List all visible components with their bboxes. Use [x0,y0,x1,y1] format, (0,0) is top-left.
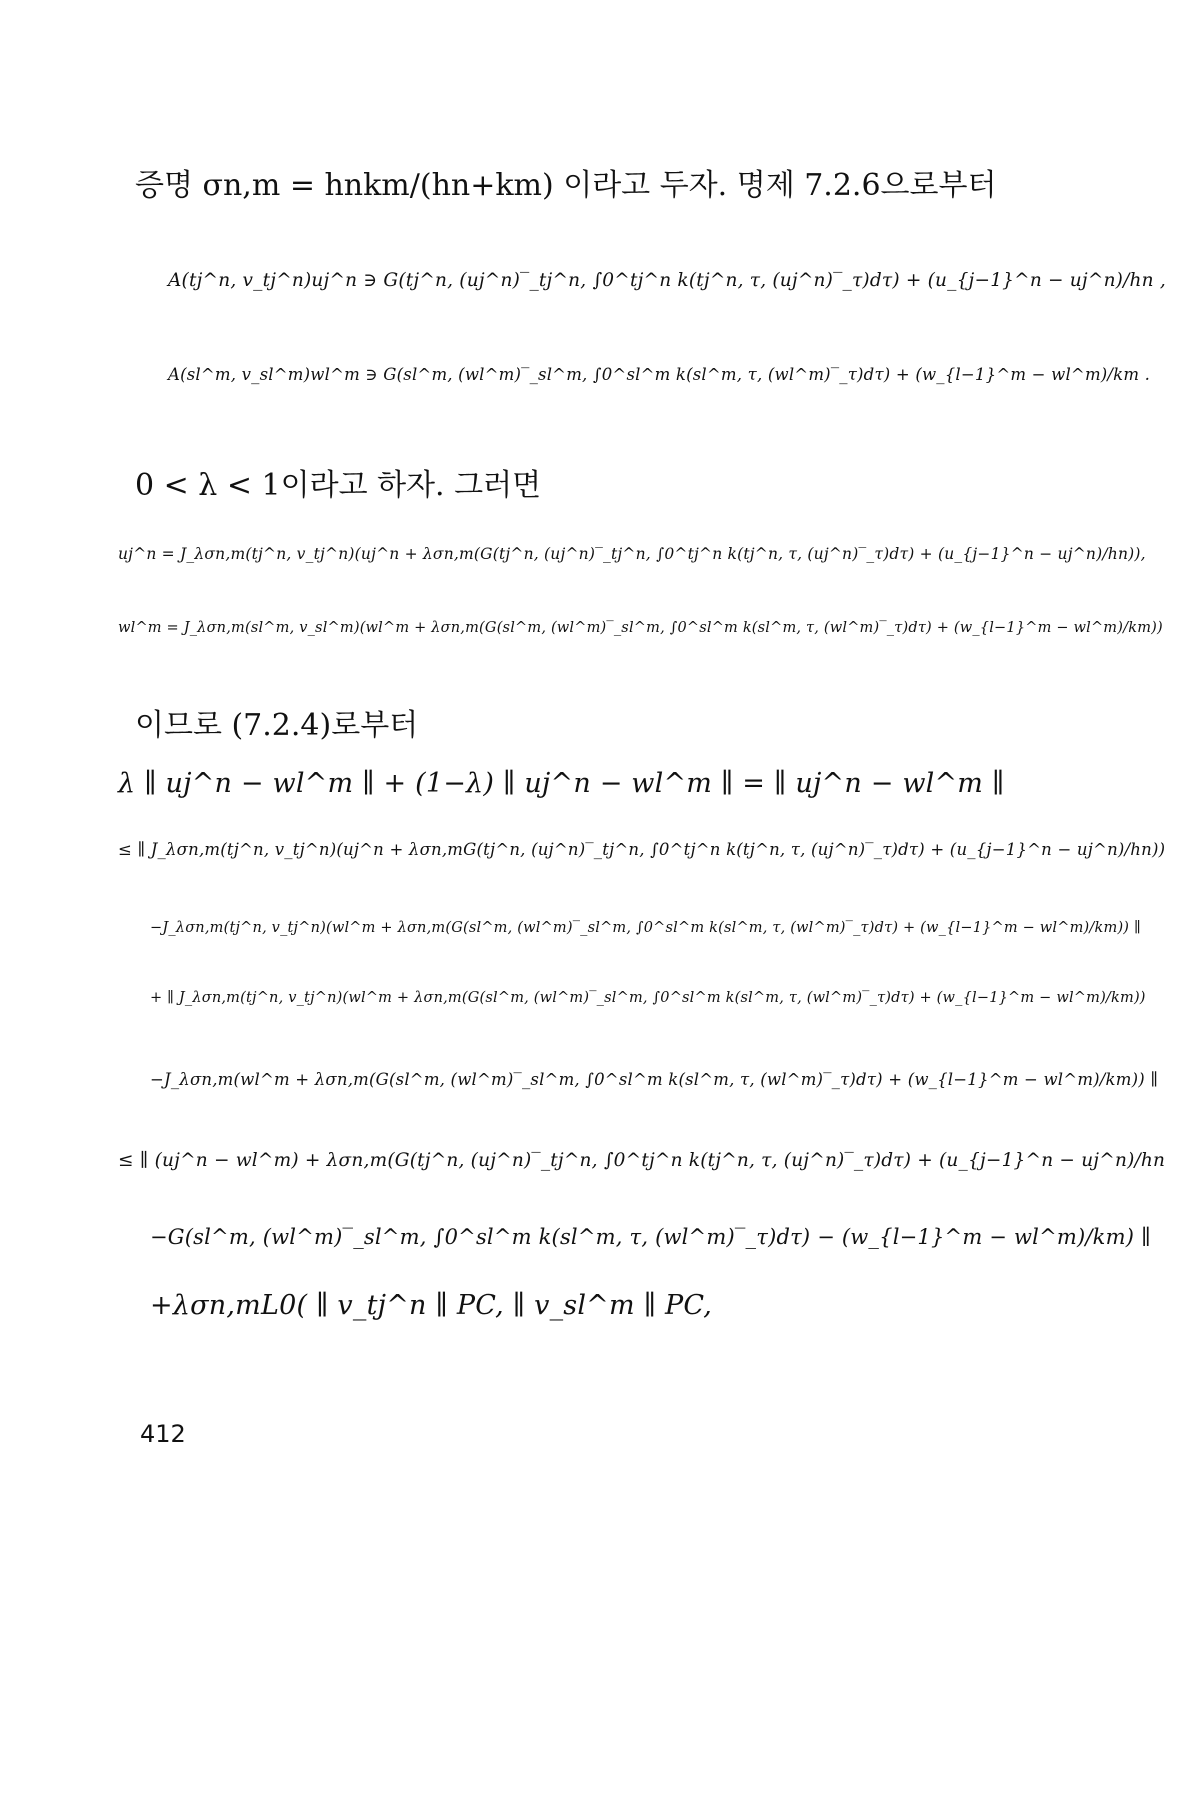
inequality-line-1: ≤ ∥ J_λσn,m(tj^n, v_tj^n)(uj^n + λσn,mG(tj^n, (uj^n)‾_tj^n, ∫0^tj^n k(tj^n, τ, (uj^n)‾_τ)dτ) + (u_{j−1}^n − uj^n)/hn)) [118,840,1166,859]
norm-identity-line: λ ∥ uj^n − wl^m ∥ + (1−λ) ∥ uj^n − wl^m ∥ = ∥ uj^n − wl^m ∥ [118,768,1005,799]
inequality-line-4: −J_λσn,m(wl^m + λσn,m(G(sl^m, (wl^m)‾_sl^m, ∫0^sl^m k(sl^m, τ, (wl^m)‾_τ)dτ) + (w_{l−1}^m − wl^m)/km)) ∥ [150,1070,1159,1089]
inclusion-equation-u: A(tj^n, v_tj^n)uj^n ∋ G(tj^n, (uj^n)‾_tj^n, ∫0^tj^n k(tj^n, τ, (uj^n)‾_τ)dτ) + (u_{j−1}^n − uj^n)/hn , [168,270,1166,291]
proof-intro-line: 증명 σn,m = hnkm/(hn+km) 이라고 두자. 명제 7.2.6으로부터 [135,168,997,203]
therefore-line: 이므로 (7.2.4)로부터 [135,708,419,743]
inequality-line-6: −G(sl^m, (wl^m)‾_sl^m, ∫0^sl^m k(sl^m, τ, (wl^m)‾_τ)dτ) − (w_{l−1}^m − wl^m)/km) ∥ [150,1225,1151,1249]
page-number: 412 [140,1420,186,1448]
resolvent-equation-u: uj^n = J_λσn,m(tj^n, v_tj^n)(uj^n + λσn,m(G(tj^n, (uj^n)‾_tj^n, ∫0^tj^n k(tj^n, τ, (uj^n)‾_τ)dτ) + (u_{j−1}^n − uj^n)/hn)), [118,545,1146,563]
inequality-line-2: −J_λσn,m(tj^n, v_tj^n)(wl^m + λσn,m(G(sl^m, (wl^m)‾_sl^m, ∫0^sl^m k(sl^m, τ, (wl^m)‾_τ)dτ) + (w_{l−1}^m − wl^m)/km)) ∥ [150,920,1141,936]
lambda-assumption-line: 0 < λ < 1이라고 하자. 그러면 [135,468,542,503]
inequality-line-7: +λσn,mL0( ∥ v_tj^n ∥ PC, ∥ v_sl^m ∥ PC, [150,1290,713,1321]
inequality-line-5: ≤ ∥ (uj^n − wl^m) + λσn,m(G(tj^n, (uj^n)‾_tj^n, ∫0^tj^n k(tj^n, τ, (uj^n)‾_τ)dτ) + (u_{j−1}^n − uj^n)/hn [118,1150,1166,1171]
inclusion-equation-w: A(sl^m, v_sl^m)wl^m ∋ G(sl^m, (wl^m)‾_sl^m, ∫0^sl^m k(sl^m, τ, (wl^m)‾_τ)dτ) + (w_{l−1}^m − wl^m)/km . [168,365,1151,384]
inequality-line-3: + ∥ J_λσn,m(tj^n, v_tj^n)(wl^m + λσn,m(G(sl^m, (wl^m)‾_sl^m, ∫0^sl^m k(sl^m, τ, (wl^m)‾_τ)dτ) + (w_{l−1}^m − wl^m)/km)) [150,990,1146,1006]
resolvent-equation-w: wl^m = J_λσn,m(sl^m, v_sl^m)(wl^m + λσn,m(G(sl^m, (wl^m)‾_sl^m, ∫0^sl^m k(sl^m, τ, (wl^m)‾_τ)dτ) + (w_{l−1}^m − wl^m)/km)) [118,620,1163,636]
